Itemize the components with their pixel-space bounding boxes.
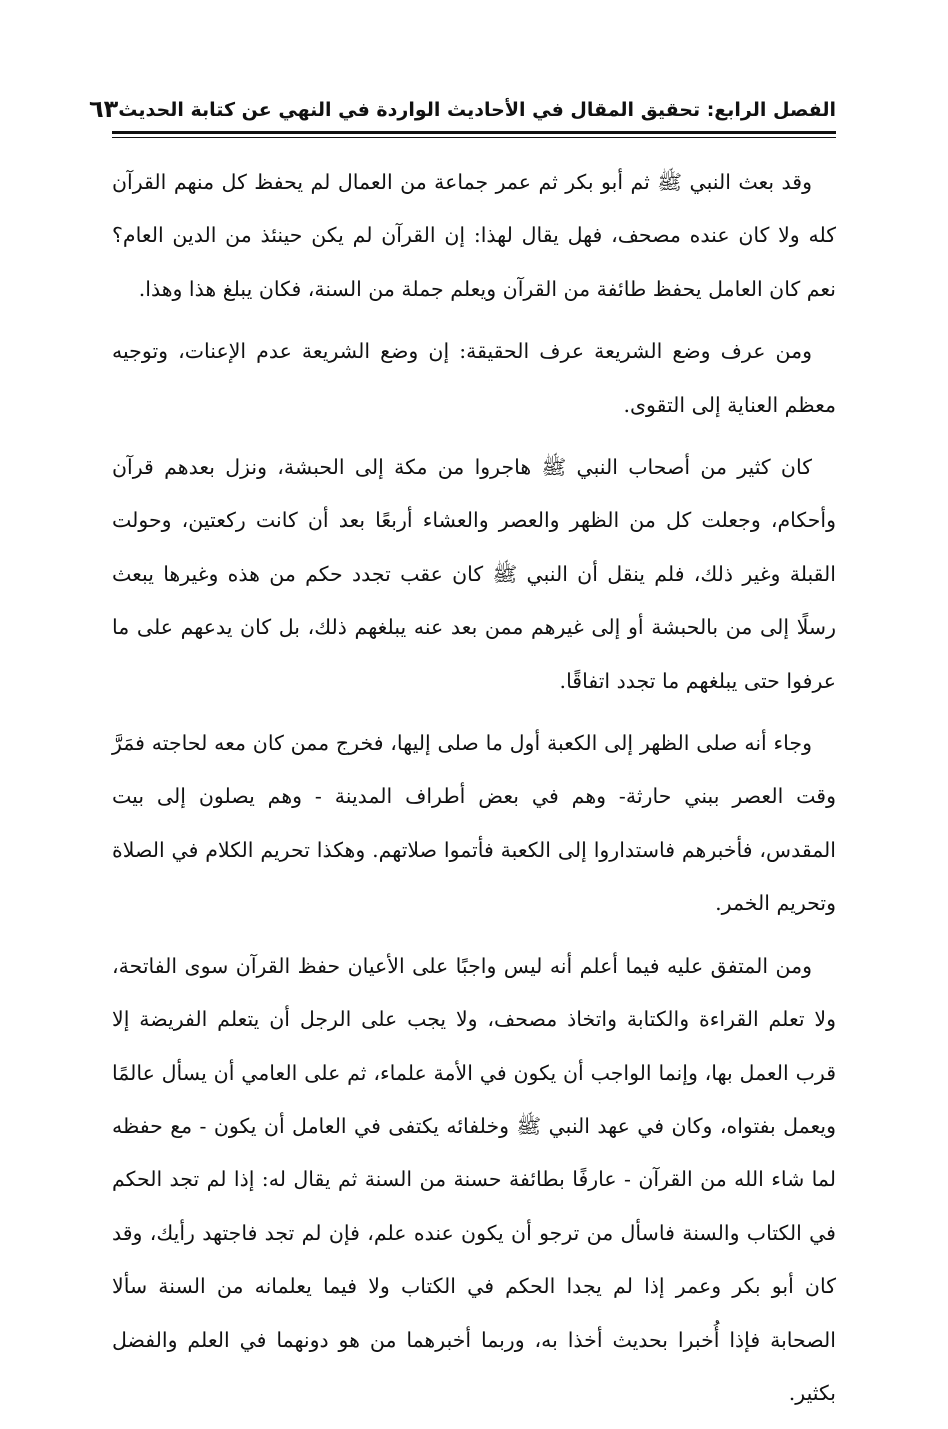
header-rule-thin (112, 137, 836, 138)
page-number: ٦٣ (88, 95, 119, 123)
paragraph-1: وقد بعث النبي ﷺ ثم أبو بكر ثم عمر جماعة من العمال لم يحفظ كل منهم القرآن كله ولا كان عنده مصحف، فهل يقال لهذا: إن القرآن لم يكن حينئذ من الدين العام؟ نعم كان العامل يحفظ طائفة من القرآن ويعلم جملة من السنة، فكان يبلغ هذا وهذا. (112, 170, 836, 301)
body-text (112, 156, 836, 1429)
running-header (88, 88, 836, 123)
header-rule-thick (112, 131, 836, 134)
paragraph-4: وجاء أنه صلى الظهر إلى الكعبة أول ما صلى إليها، فخرج ممن كان معه لحاجته فمَرَّ وقت العصر ببني حارثة- وهم في بعض أطراف المدينة - وهم يصلون إلى بيت المقدس، فأخبرهم فاستداروا إلى الكعبة فأتموا صلاتهم. وهكذا تحريم الكلام في الصلاة وتحريم الخمر. (112, 731, 836, 916)
paragraph-3: كان كثير من أصحاب النبي ﷺ هاجروا من مكة إلى الحبشة، ونزل بعدهم قرآن وأحكام، وجعلت كل من الظهر والعصر والعشاء أربعًا بعد أن كانت ركعتين، وحولت القبلة وغير ذلك، فلم ينقل أن النبي ﷺ كان عقب تجدد حكم من هذه وغيرها يبعث رسلًا إلى من بالحبشة أو إلى غيرهم ممن بعد عنه يبلغهم ذلك، بل كان يدعهم على ما عرفوا حتى يبلغهم ما تجدد اتفاقًا. (112, 455, 836, 693)
paragraph-5: ومن المتفق عليه فيما أعلم أنه ليس واجبًا على الأعيان حفظ القرآن سوى الفاتحة، ولا تعلم القراءة والكتابة واتخاذ مصحف، ولا يجب على الرجل أن يتعلم الفريضة إلا قرب العمل بها، وإنما الواجب أن يكون في الأمة علماء، ثم على العامي أن يسأل عالمًا ويعمل بفتواه، وكان في عهد النبي ﷺ وخلفائه يكتفى في العامل أن يكون - مع حفظه لما شاء الله من القرآن - عارفًا بطائفة حسنة من السنة ثم يقال له: إذا لم تجد الحكم في الكتاب والسنة فاسأل من ترجو أن يكون عنده علم، فإن لم تجد فاجتهد رأيك، وقد كان أبو بكر وعمر إذا لم يجدا الحكم في الكتاب ولا فيما يعلمانه من السنة سألا الصحابة فإذا أُخبرا بحديث أخذا به، وربما أخبرهما من هو دونهما في العلم والفضل بكثير. (112, 953, 836, 1405)
chapter-title: الفصل الرابع: تحقيق المقال في الأحاديث الواردة في النهي عن كتابة الحديث (118, 99, 836, 121)
paragraph-2: ومن عرف وضع الشريعة عرف الحقيقة: إن وضع الشريعة عدم الإعنات، وتوجيه معظم العناية إلى التقوى. (112, 339, 836, 417)
